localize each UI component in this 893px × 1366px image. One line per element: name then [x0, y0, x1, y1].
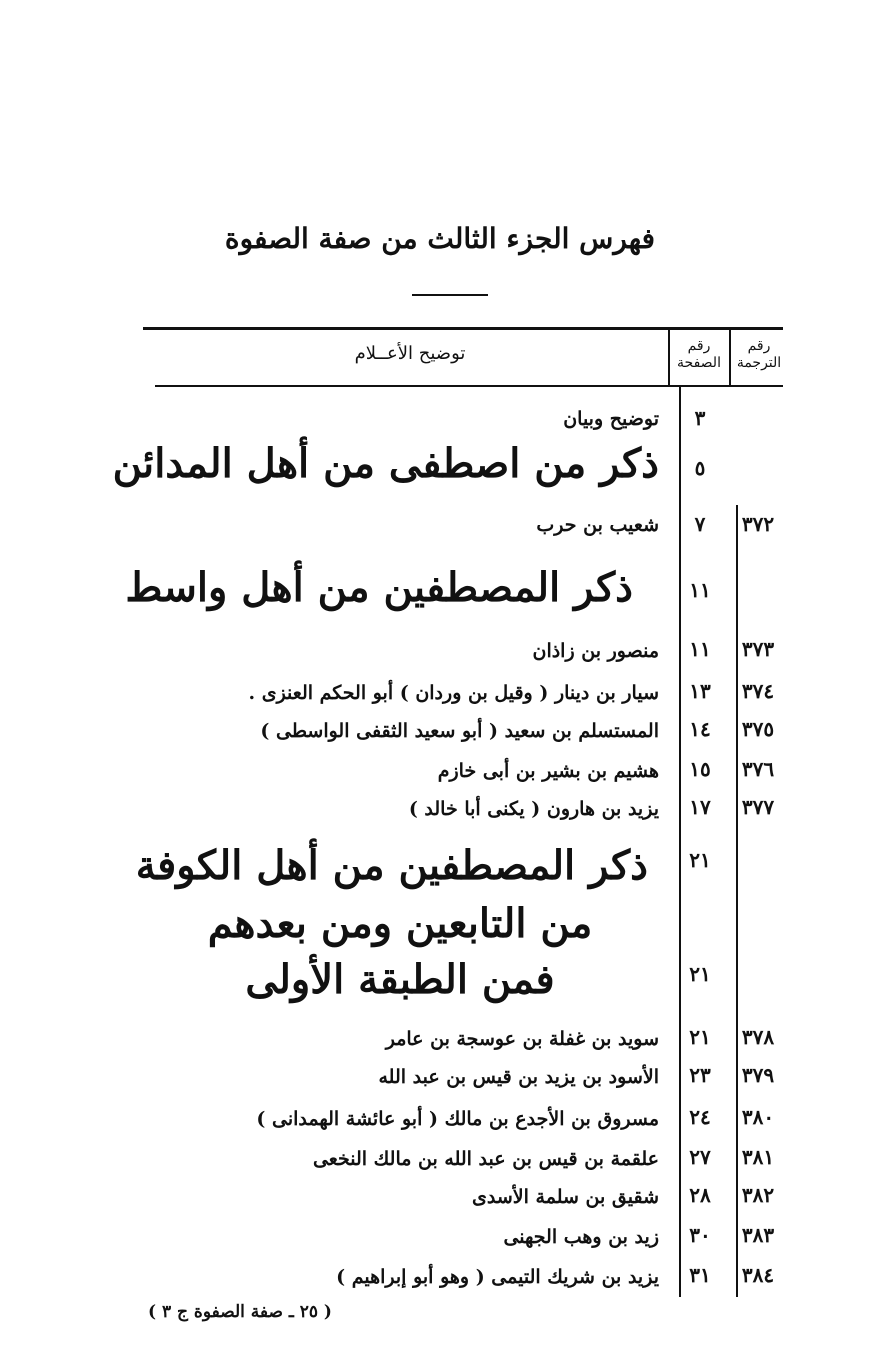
- entry-text: مسروق بن الأجدع بن مالك ( أبو عائشة الهمدانى ): [256, 1108, 659, 1130]
- entry-translation: ٣٨٤: [741, 1263, 775, 1287]
- entry-page: ٢١: [689, 848, 711, 872]
- header-names: توضيح الأعــلام: [354, 343, 466, 364]
- entry-page: ١١: [689, 578, 711, 602]
- entry-text: سويد بن غفلة بن عوسجة بن عامر: [385, 1028, 659, 1050]
- section-subheading: فمن الطبقة الأولى: [245, 956, 555, 1003]
- entry-text: شقيق بن سلمة الأسدى: [472, 1186, 659, 1208]
- header-page-number: [670, 338, 728, 372]
- section-heading: ذكر من اصطفى من أهل المدائن: [112, 440, 659, 487]
- entry-translation: ٣٧٧: [741, 795, 775, 819]
- entry-text: توضيح وبيان: [563, 408, 659, 430]
- entry-text: الأسود بن يزيد بن قيس بن عبد الله: [378, 1066, 659, 1088]
- page-title: فهرس الجزء الثالث من صفة الصفوة: [224, 222, 656, 255]
- entry-translation: ٣٧٣: [741, 637, 775, 661]
- entry-page: ٣١: [689, 1263, 711, 1287]
- entry-text: سيار بن دينار ( وقيل بن وردان ) أبو الحكم العنزى .: [248, 682, 659, 704]
- entry-page: ٢٧: [689, 1145, 711, 1169]
- entry-translation: ٣٧٩: [741, 1063, 775, 1087]
- entry-text: زيد بن وهب الجهنى: [503, 1226, 659, 1248]
- entry-page: ٢٨: [689, 1183, 711, 1207]
- section-heading: ذكر المصطفين من أهل الكوفة: [135, 842, 648, 889]
- entry-page: ٣٠: [689, 1223, 711, 1247]
- entry-translation: ٣٧٤: [741, 679, 775, 703]
- entry-translation: ٣٧٨: [741, 1025, 775, 1049]
- entry-text: يزيد بن هارون ( يكنى أبا خالد ): [408, 798, 659, 820]
- header-translation-number: [731, 338, 787, 372]
- entry-translation: ٣٨٣: [741, 1223, 775, 1247]
- entry-text: علقمة بن قيس بن عبد الله بن مالك النخعى: [312, 1148, 659, 1170]
- entry-page: ١٤: [689, 717, 711, 741]
- entry-translation: ٣٧٦: [741, 757, 775, 781]
- entry-text: المستسلم بن سعيد ( أبو سعيد الثقفى الواسطى ): [260, 720, 659, 742]
- entry-page: ١٧: [689, 795, 711, 819]
- entry-page: ٢١: [689, 962, 711, 986]
- entry-page: ٥: [694, 456, 706, 480]
- entry-page: ٣: [694, 406, 706, 430]
- header-page-line-2: الصفحة: [677, 355, 721, 371]
- entry-text: يزيد بن شريك التيمى ( وهو أبو إبراهيم ): [336, 1266, 659, 1288]
- page-footer: ( ٢٥ ـ صفة الصفوة ج ٣ ): [148, 1302, 332, 1322]
- header-trans-line-1: رقم: [747, 338, 771, 354]
- entry-text: شعيب بن حرب: [536, 514, 659, 536]
- entry-translation: ٣٨٠: [741, 1105, 775, 1129]
- entry-page: ٢٣: [689, 1063, 711, 1087]
- header-trans-line-2: الترجمة: [736, 355, 782, 371]
- entry-translation: ٣٧٢: [741, 512, 775, 536]
- entry-page: ٧: [694, 512, 706, 536]
- entry-translation: ٣٧٥: [741, 717, 775, 741]
- entry-page: ٢١: [689, 1025, 711, 1049]
- entry-page: ١١: [689, 637, 711, 661]
- entry-text: منصور بن زاذان: [532, 640, 659, 662]
- header-page-line-1: رقم: [687, 338, 711, 354]
- entry-translation: ٣٨٢: [741, 1183, 775, 1207]
- section-subheading: من التابعين ومن بعدهم: [207, 900, 593, 947]
- table-top-rule: [143, 327, 783, 330]
- column-line-trans: [736, 505, 738, 1297]
- entry-text: هشيم بن بشير بن أبى خازم: [437, 760, 659, 782]
- entry-page: ١٥: [689, 757, 711, 781]
- entry-page: ١٣: [689, 679, 711, 703]
- entry-page: ٢٤: [689, 1105, 711, 1129]
- section-heading: ذكر المصطفين من أهل واسط: [125, 564, 633, 611]
- title-underline: [412, 294, 488, 296]
- entry-translation: ٣٨١: [741, 1145, 775, 1169]
- table-header-rule: [155, 385, 783, 387]
